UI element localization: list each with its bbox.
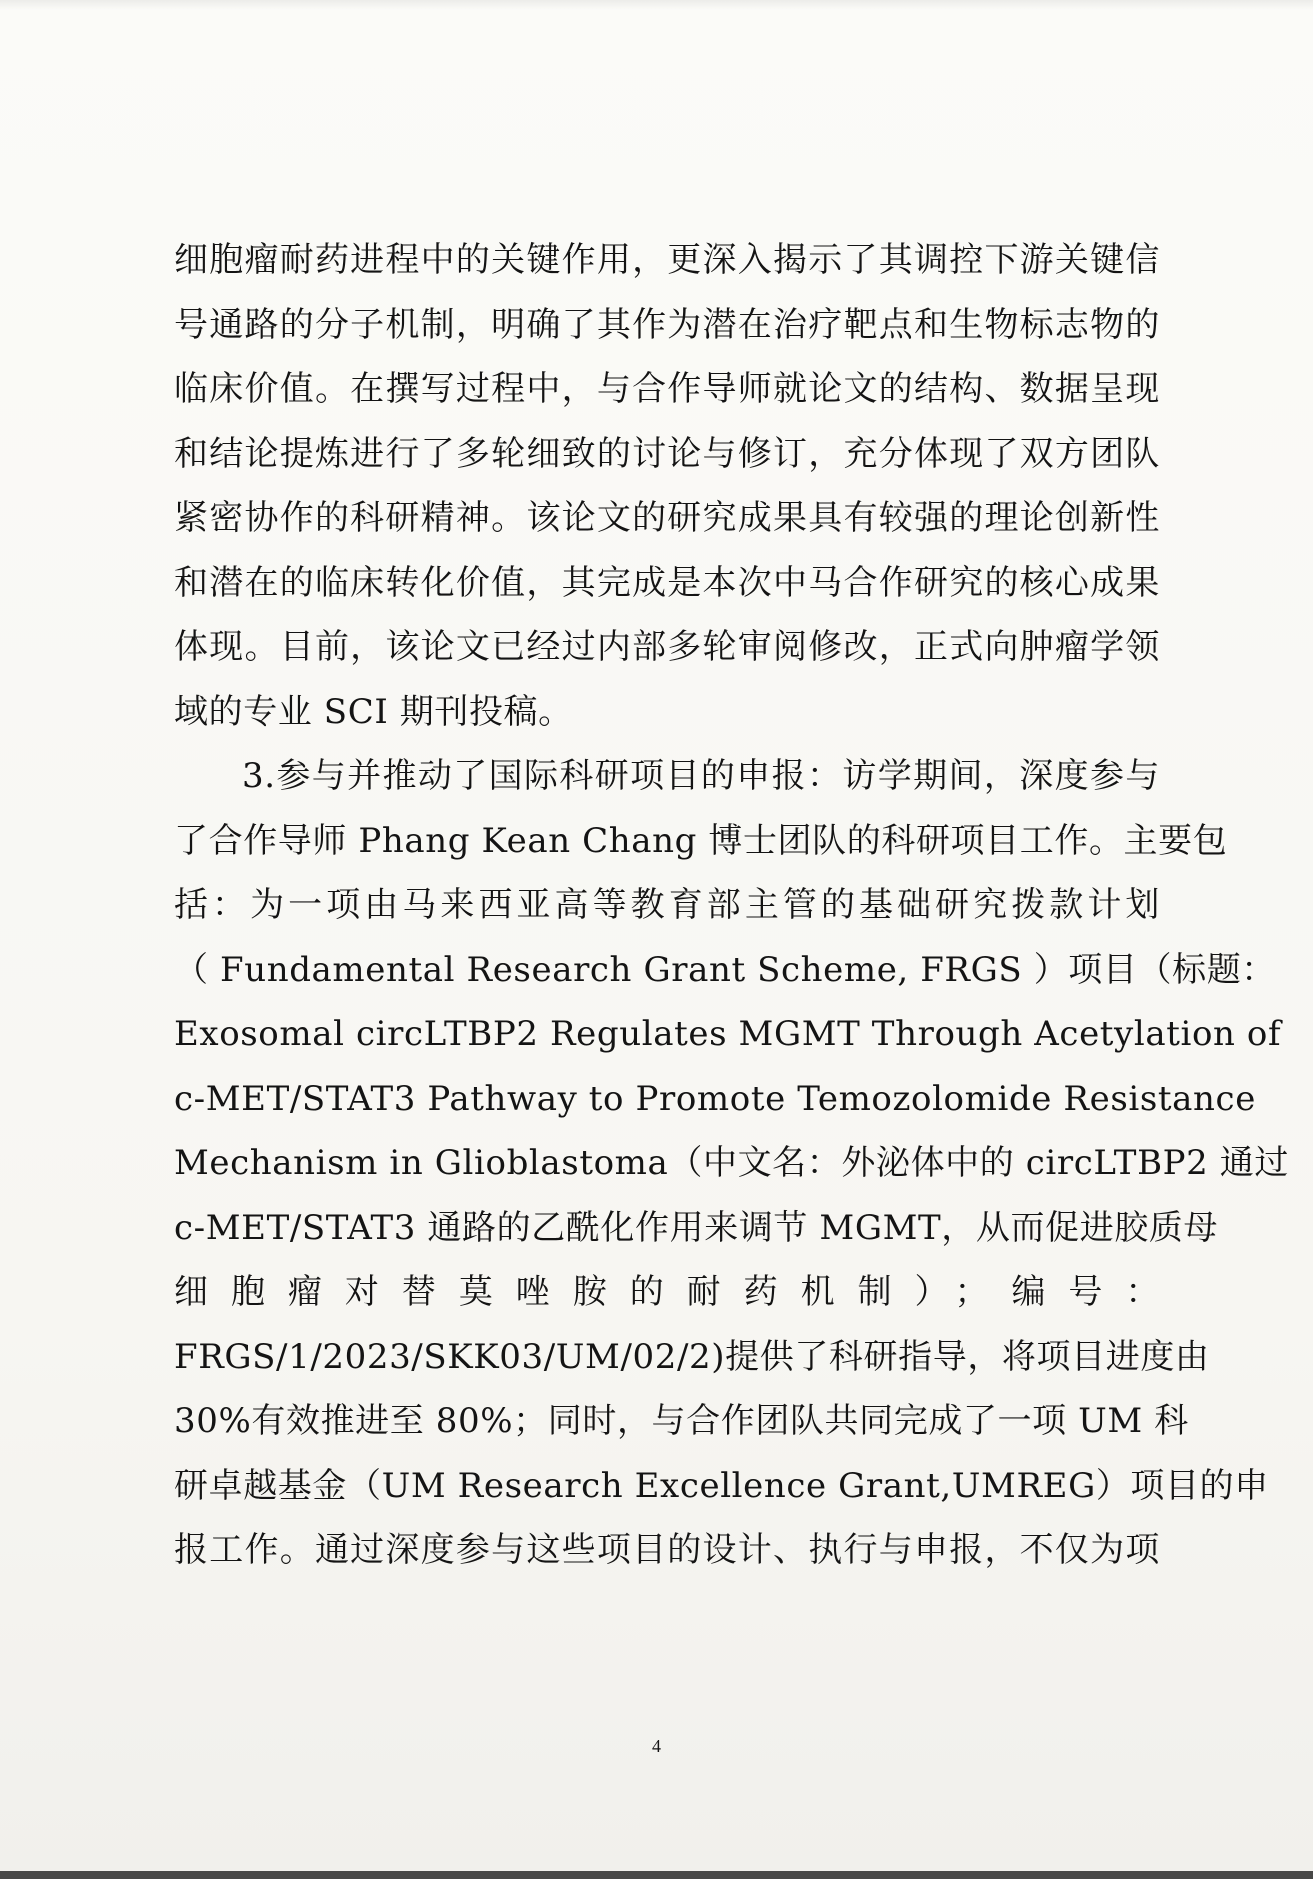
paragraph-start-line: 3.参与并推动了国际科研项目的申报：访学期间，深度参与 <box>242 756 1160 796</box>
text-line: 细胞瘤耐药进程中的关键作用，更深入揭示了其调控下游关键信 <box>174 240 1160 280</box>
text-line: 号通路的分子机制，明确了其作为潜在治疗靶点和生物标志物的 <box>174 304 1160 345</box>
text-line: 体现。目前，该论文已经过内部多轮审阅修改，正式向肿瘤学领 <box>174 627 1160 667</box>
text-line: （ Fundamental Research Grant Scheme, FRGS ）项目（标题： <box>174 949 1276 990</box>
scan-top-shadow <box>0 0 1313 10</box>
text-line: 域的专业 SCI 期刊投稿。 <box>174 691 573 732</box>
text-line: 紧密协作的科研精神。该论文的研究成果具有较强的理论创新性 <box>174 498 1160 538</box>
text-line: 和结论提炼进行了多轮细致的讨论与修订，充分体现了双方团队 <box>174 433 1160 474</box>
scan-bottom-edge <box>0 1871 1313 1879</box>
text-line: 了合作导师 Phang Kean Chang 博士团队的科研项目工作。主要包 <box>174 820 1228 861</box>
text-line: 30%有效推进至 80%；同时，与合作团队共同完成了一项 UM 科 <box>174 1401 1189 1441</box>
text-line: 报工作。通过深度参与这些项目的设计、执行与申报，不仅为项 <box>174 1530 1160 1570</box>
body-text <box>174 228 1289 1583</box>
page-number: 4 <box>652 1736 661 1756</box>
text-line: c-MET/STAT3 Pathway to Promote Temozolomide Resistance <box>174 1078 1256 1119</box>
text-line: 和潜在的临床转化价值，其完成是本次中马合作研究的核心成果 <box>174 562 1160 603</box>
text-line: 临床价值。在撰写过程中，与合作导师就论文的结构、数据呈现 <box>174 369 1160 409</box>
text-line: 研卓越基金（UM Research Excellence Grant,UMREG）项目的申 <box>174 1465 1269 1506</box>
text-line: 括：为一项由马来西亚高等教育部主管的基础研究拨款计划 <box>174 885 1160 925</box>
text-line: c-MET/STAT3 通路的乙酰化作用来调节 MGMT，从而促进胶质母 <box>174 1207 1219 1248</box>
text-line: 细胞瘤对替莫唑胺的耐药机制）；编号： <box>174 1272 1160 1312</box>
text-line: Exosomal circLTBP2 Regulates MGMT Through Acetylation of <box>174 1014 1282 1054</box>
text-line: FRGS/1/2023/SKK03/UM/02/2)提供了科研指导，将项目进度由 <box>174 1336 1210 1377</box>
text-line: Mechanism in Glioblastoma（中文名：外泌体中的 circLTBP2 通过 <box>174 1143 1289 1183</box>
